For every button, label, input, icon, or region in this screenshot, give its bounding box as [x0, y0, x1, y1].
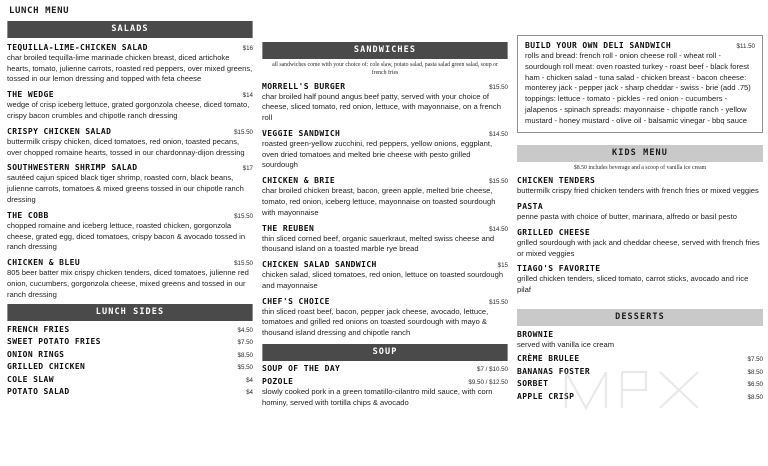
menu-item-description: thin sliced corned beef, organic sauerkraut, melted swiss cheese and thousand island on a toasted marble rye bread [262, 233, 495, 254]
menu-item-head [517, 264, 763, 273]
side-price: $4 [246, 376, 253, 384]
soup-price: $9.50 / $12.50 [468, 378, 508, 386]
menu-item [7, 211, 253, 253]
menu-item [517, 202, 763, 223]
side-name: ONION RINGS [7, 349, 65, 359]
dessert-row [517, 354, 763, 363]
menu-item-head [262, 129, 508, 138]
menu-item [517, 330, 763, 351]
dessert-row [517, 392, 763, 401]
menu-item-name: CHEF'S CHOICE [262, 296, 330, 306]
menu-item [7, 43, 253, 85]
section-header-desserts: DESSERTS [517, 309, 763, 326]
section-header-salads: SALADS [7, 21, 253, 38]
menu-item [517, 176, 763, 197]
menu-item-head [525, 41, 755, 50]
menu-item-description: grilled sourdough with jack and cheddar cheese, served with french fries or mixed veggies [517, 237, 760, 258]
menu-item [262, 297, 508, 339]
menu-item-description: sautéed cajun spiced black tiger shrimp, roasted corn, black beans, julienne carrots, tomatoes & mixed greens tossed in our chipotle ranch dressing [7, 173, 244, 204]
section-header-soup: SOUP [262, 344, 508, 361]
section-header-kids-menu: KIDS MENU [517, 145, 763, 162]
side-row [7, 337, 253, 346]
column-left [7, 21, 253, 396]
menu-item-price: $15.50 [234, 128, 253, 136]
menu-item-description: chicken salad, sliced tomatoes, red onion, lettuce on toasted sourdough and mayonnaise [262, 270, 504, 290]
menu-item-price: $14.50 [489, 130, 508, 138]
menu-item-name: CHICKEN TENDERS [517, 176, 596, 186]
menu-item-name: MORRELL'S BURGER [262, 81, 346, 91]
soup-name: SOUP OF THE DAY [262, 364, 341, 374]
menu-item-head [517, 176, 763, 185]
side-price: $4.50 [237, 326, 253, 334]
soup-description: slowly cooked pork in a green tomatillo-cilantro mild sauce, with corn hominy, served with tortilla chips & avocado [262, 386, 493, 407]
menu-item-price: $16 [242, 44, 253, 52]
menu-item [7, 163, 253, 205]
menu-columns [0, 21, 768, 409]
menu-item [262, 129, 508, 171]
menu-item-price: $15 [497, 262, 508, 270]
menu-item-name: GRILLED CHEESE [517, 227, 591, 237]
side-row [7, 375, 253, 384]
menu-item-name: SOUTHWESTERN SHRIMP SALAD [7, 163, 138, 173]
menu-item-name: CHICKEN & BRIE [262, 176, 336, 186]
menu-item-description: char broiled tequilla-lime marinade chicken breast, diced artichoke hearts, tomato, julienne carrots, roasted red peppers, over mixed greens, tossed in our lemon dressing and topped with feta cheese [7, 52, 253, 84]
section-header-lunch-sides: LUNCH SIDES [7, 304, 253, 321]
dessert-name: CRÈME BRULEE [517, 354, 580, 364]
dessert-name: BANANAS FOSTER [517, 366, 591, 376]
menu-item-price: $15.50 [234, 212, 253, 220]
menu-item-head [517, 228, 763, 237]
menu-item-head [7, 163, 253, 172]
menu-item-head [7, 43, 253, 52]
menu-item [262, 176, 508, 218]
menu-item-price: $15.50 [489, 298, 508, 306]
menu-item-price: $15.50 [489, 83, 508, 91]
menu-item-name: CHICKEN & BLEU [7, 258, 81, 268]
side-price: $8.50 [237, 351, 253, 359]
menu-item-name: TIAGO'S FAVORITE [517, 264, 601, 274]
soup-row [262, 377, 508, 386]
menu-item-head [262, 176, 508, 185]
side-name: FRENCH FRIES [7, 324, 70, 334]
menu-item-description: rolls and bread: french roll - onion cheese roll - wheat roll - sourdough roll meat: oven roasted turkey - roast beef - black forest ham - chicken salad - tuna salad - chicken breast - bacon cheese: monterey jack - pepper jack - sharp cheddar - swiss - brie (add .75) toppings: lettuce - tomato - pickles - red onion - cucumbers - jalapenos - spinach spreads: mayonnaise - chipotle ranch - yellow mustard - honey mustard - olive oil - balsamic vinegar - bbq sauce [525, 51, 751, 125]
side-row [7, 325, 253, 334]
side-name: POTATO SALAD [7, 387, 70, 397]
column-right [517, 21, 763, 401]
menu-item-price: $14.50 [489, 225, 508, 233]
menu-item-description: buttermilk crispy chicken, diced tomatoes, red onion, toasted pecans, over chopped romaine hearts, tossed in our chardonnay-dijon dressing [7, 136, 245, 157]
side-name: GRILLED CHICKEN [7, 362, 86, 372]
menu-item-price: $14 [242, 92, 253, 100]
soup-row [262, 364, 508, 373]
menu-item [262, 224, 508, 256]
menu-item [7, 127, 253, 159]
menu-item [525, 41, 755, 126]
menu-item-description: grilled chicken tenders, sliced tomato, carrot sticks, avocado and rice pilaf [517, 274, 749, 295]
side-row [7, 387, 253, 396]
dessert-price: $7.50 [747, 356, 763, 364]
side-price: $5.50 [237, 364, 253, 372]
sandwiches-note: all sandwiches come with your choice of: cole slaw, potato salad, pasta salad green salad, soup or french fries [272, 61, 498, 76]
menu-item-description: char broiled half pound angus beef patty, served with your choice of cheese, sliced tomato, red onion, lettuce, with mayonnaise, on a french roll [262, 91, 501, 123]
build-your-own-deli-box [517, 35, 763, 133]
menu-item-description: wedge of crisp iceberg lettuce, grated gorgonzola cheese, diced tomato, crispy bacon crumbles and chipotle ranch dressing [7, 100, 250, 121]
page-title: LUNCH MENU [9, 6, 70, 16]
menu-item [7, 90, 253, 122]
menu-item-name: BUILD YOUR OWN DELI SANDWICH [525, 41, 672, 50]
menu-item-name: THE COBB [7, 210, 49, 220]
menu-item-description: buttermilk crispy fried chicken tenders with french fries or mixed veggies [517, 186, 759, 196]
column-middle [262, 21, 508, 409]
menu-item-head [262, 297, 508, 306]
side-name: SWEET POTATO FRIES [7, 337, 101, 347]
menu-item-name: PASTA [517, 201, 544, 211]
menu-item-head [262, 82, 508, 91]
menu-item-description: served with vanilla ice cream [517, 339, 615, 349]
menu-item-name: TEQUILLA-LIME-CHICKEN SALAD [7, 42, 148, 52]
side-row [7, 362, 253, 371]
menu-item-price: $15.50 [234, 260, 253, 268]
dessert-price: $8.50 [747, 368, 763, 376]
menu-item-price: $15.50 [489, 178, 508, 186]
side-price: $4 [246, 389, 253, 397]
menu-item-head [7, 127, 253, 136]
menu-item-head [7, 90, 253, 99]
menu-item-head [517, 330, 763, 339]
menu-item-name: THE REUBEN [262, 223, 315, 233]
menu-item-name: THE WEDGE [7, 90, 54, 100]
menu-item-description: 805 beer batter mix crispy chicken tenders, diced tomatoes, julienne red onion, cucumbers, gorgonzola cheese, mixed greens and tossed in our ranch dressing [7, 268, 249, 299]
menu-item-description: roasted green-yellow zucchini, red peppers, yellow onions, eggplant, oven dried tomatoes and melted brie cheese with pesto grilled sourdough [262, 138, 493, 170]
menu-item-price: $17 [242, 165, 253, 173]
kids-menu-note: $8.50 includes beverage and a scoop of vanilla ice cream [573, 165, 707, 172]
menu-item-name: VEGGIE SANDWICH [262, 128, 341, 138]
menu-item-head [7, 211, 253, 220]
menu-item-description: thin sliced roast beef, bacon, pepper jack cheese, avocado, lettuce, tomatoes and grilled red onions on toasted sourdough with mayo & thousand island dressing and chipotle ranch [262, 306, 489, 338]
dessert-name: APPLE CRISP [517, 391, 575, 401]
menu-item-price: $11.50 [736, 43, 755, 50]
menu-item [262, 260, 508, 292]
menu-item-name: CRISPY CHICKEN SALAD [7, 126, 112, 136]
dessert-price: $6.50 [747, 381, 763, 389]
menu-item-description: penne pasta with choice of butter, marinara, alfredo or basil pesto [517, 211, 737, 221]
soup-price: $7 / $10.50 [477, 366, 508, 374]
menu-item-name: CHICKEN SALAD SANDWICH [262, 260, 377, 270]
menu-item-head [7, 258, 253, 267]
section-header-sandwiches: SANDWICHES [262, 42, 508, 59]
menu-item-head [262, 260, 508, 269]
menu-item-description: char broiled chicken breast, bacon, green apple, melted brie cheese, tomato, red onion, iceberg lettuce, mayonnaise on toasted sourdough with mayonnaise [262, 186, 496, 217]
side-name: COLE SLAW [7, 374, 54, 384]
menu-item [517, 228, 763, 260]
dessert-row [517, 367, 763, 376]
dessert-price: $8.50 [747, 393, 763, 401]
menu-item-head [517, 202, 763, 211]
menu-item [7, 258, 253, 300]
menu-item-description: chopped romaine and iceberg lettuce, roasted chicken, gorgonzola cheese, grated egg, diced tomatoes, crispy bacon & avocado tossed in ranch dressing [7, 220, 246, 252]
side-row [7, 350, 253, 359]
soup-name: POZOLE [262, 376, 294, 386]
menu-item [517, 264, 763, 296]
dessert-row [517, 379, 763, 388]
side-price: $7.50 [237, 339, 253, 347]
dessert-name: SORBET [517, 379, 549, 389]
menu-item [262, 82, 508, 124]
menu-item-name: BROWNIE [517, 329, 554, 339]
menu-item-head [262, 224, 508, 233]
